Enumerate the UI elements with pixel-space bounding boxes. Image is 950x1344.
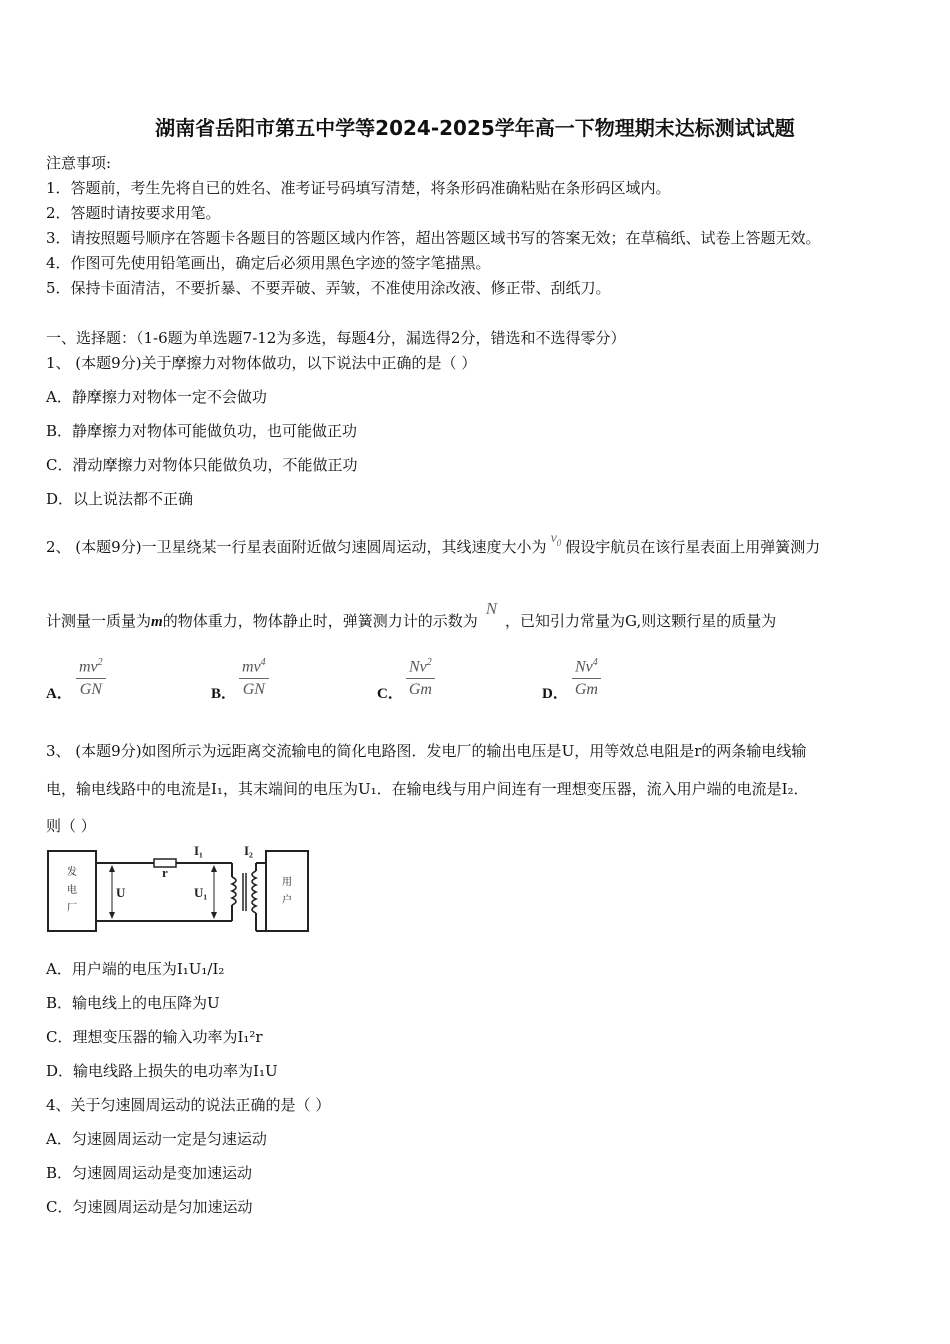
circuit-diagram (46, 843, 316, 938)
question-4-stem: 4、关于匀速圆周运动的说法正确的是（ ） (46, 1096, 331, 1114)
notice-item: 4．作图可先使用铅笔画出，确定后必须用黑色字迹的签字笔描黑。 (46, 254, 491, 272)
question-2-stem-a: 2、 (本题9分)一卫星绕某一行星表面附近做匀速圆周运动，其线速度大小为 (46, 538, 547, 556)
transformer-secondary-coil (252, 871, 256, 913)
user-label-1: 用 (282, 877, 292, 888)
voltage-u1-label: U₁ (194, 885, 208, 900)
notice-item: 3．请按照题号顺序在答题卡各题目的答题区域内作答，超出答题区域书写的答案无效；在草稿纸、试卷上答题无效。 (46, 229, 821, 247)
plant-label-3: 厂 (67, 903, 77, 914)
question-2-option-b-formula: $mv^4$ GN (239, 657, 269, 699)
notice-item: 5．保持卡面清洁，不要折暴、不要弄破、弄皱，不准使用涂改液、修正带、刮纸刀。 (46, 279, 611, 297)
resistance-r-label: r (162, 865, 168, 880)
transformer-primary-coil (232, 877, 236, 905)
question-4-option-b: B．匀速圆周运动是变加速运动 (46, 1164, 253, 1182)
question-2-option-c-formula: Nv$^2$ Gm (406, 657, 435, 699)
question-2-option-d-formula: Nv$^4$ Gm (572, 657, 601, 699)
force-symbol: N (485, 599, 498, 618)
question-3-stem-line3: 则（ ） (46, 817, 96, 835)
question-1-option-d: D．以上说法都不正确 (46, 490, 194, 508)
section-heading: 一、选择题：（1-6题为单选题7-12为多选，每题4分，漏选得2分，错选和不选得零分） (46, 329, 626, 347)
question-3-option-c: C．理想变压器的输入功率为I₁²r (46, 1028, 263, 1046)
question-4-option-c: C．匀速圆周运动是匀加速运动 (46, 1198, 253, 1216)
voltage-u-label: U (116, 885, 126, 900)
question-2-option-a-label: A． (46, 686, 72, 702)
question-1-option-b: B．静摩擦力对物体可能做负功，也可能做正功 (46, 422, 358, 440)
current-i1-label: I₁ (194, 843, 203, 858)
plant-label-1: 发 (67, 867, 77, 878)
question-3-option-a: A．用户端的电压为I₁U₁/I₂ (46, 960, 225, 978)
question-2-option-b-label: B． (211, 686, 237, 702)
user-box (266, 851, 308, 931)
question-2-stem-b: 假设宇航员在该行星表面上用弹簧测力 (565, 538, 821, 556)
question-3-stem-line2: 电，输电线路中的电流是I₁，其末端间的电压为U₁．在输电线与用户间连有一理想变压器，流入用户端的电流是I₂． (46, 780, 809, 798)
notice-item: 2．答题时请按要求用笔。 (46, 204, 221, 222)
question-2-option-a-formula: $mv^2$ GN (76, 657, 106, 699)
question-2-stem-line1 (46, 531, 821, 558)
notice-item: 1．答题前，考生先将自已的姓名、准考证号码填写清楚，将条形码准确粘贴在条形码区域内。 (46, 179, 671, 197)
mass-symbol: m (151, 614, 163, 630)
question-4-option-a: A．匀速圆周运动一定是匀速运动 (46, 1130, 267, 1148)
velocity-symbol: $v_0$ (550, 531, 562, 548)
current-i2-label: I₂ (244, 843, 253, 858)
question-1-option-c: C．滑动摩擦力对物体只能做负功，不能做正功 (46, 456, 358, 474)
notice-heading: 注意事项: (46, 154, 112, 172)
question-1-option-a: A．静摩擦力对物体一定不会做功 (46, 388, 267, 406)
page-title: 湖南省岳阳市第五中学等2024-2025学年高一下物理期末达标测试试题 (155, 116, 795, 140)
question-2-stem-line2: 计测量一质量为m的物体重力，物体静止时，弹簧测力计的示数为N，已知引力常量为G,则这颗行星的质量为 (46, 599, 777, 630)
plant-label-2: 电 (67, 885, 77, 896)
user-label-2: 户 (282, 895, 292, 906)
question-1-stem: 1、 (本题9分)关于摩擦力对物体做功，以下说法中正确的是（ ） (46, 354, 477, 372)
question-2-option-d-label: D． (542, 686, 568, 702)
question-2-option-c-label: C． (377, 686, 403, 702)
question-3-option-d: D．输电线路上损失的电功率为I₁U (46, 1062, 278, 1080)
question-3-stem-line1: 3、 (本题9分)如图所示为远距离交流输电的简化电路图．发电厂的输出电压是U，用等效总电阻是r的两条输电线输 (46, 742, 807, 760)
question-3-option-b: B．输电线上的电压降为U (46, 994, 220, 1012)
